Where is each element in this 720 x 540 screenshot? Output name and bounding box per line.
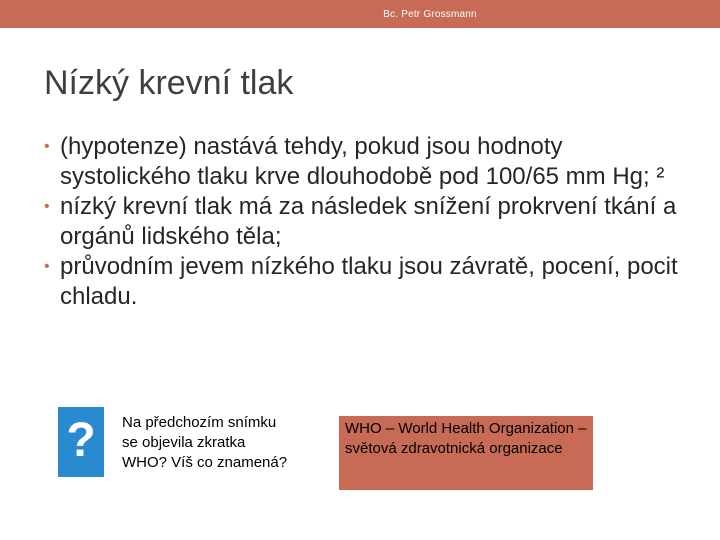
question-mark-icon — [58, 407, 104, 477]
bullet-item — [44, 132, 684, 192]
answer-box — [339, 416, 593, 490]
header-bar — [0, 0, 720, 28]
answer-text: WHO – World Health Organization – světová zdravotnická organizace — [345, 420, 587, 457]
bullet-text: nízký krevní tlak má za následek snížení prokrvení tkání a orgánů lidského těla; — [60, 193, 677, 250]
bullet-text: průvodním jevem nízkého tlaku jsou závratě, pocení, pocit chladu. — [60, 253, 678, 310]
bullet-marker: • — [44, 258, 50, 275]
bullet-item — [44, 192, 684, 252]
bullet-marker: • — [44, 138, 50, 155]
bullet-list — [44, 132, 684, 312]
question-mark-glyph: ? — [66, 414, 96, 467]
bullet-item — [44, 252, 684, 312]
bullet-marker: • — [44, 198, 50, 215]
question-text: Na předchozím snímku se objevila zkratka WHO? Víš co znamená? — [122, 414, 288, 471]
bullet-text: (hypotenze) nastává tehdy, pokud jsou hodnoty systolického tlaku krve dlouhodobě pod 100/65 mm Hg; ² — [60, 133, 665, 190]
author-label: Bc. Petr Grossmann — [383, 9, 477, 20]
slide-title: Nízký krevní tlak — [44, 64, 294, 102]
